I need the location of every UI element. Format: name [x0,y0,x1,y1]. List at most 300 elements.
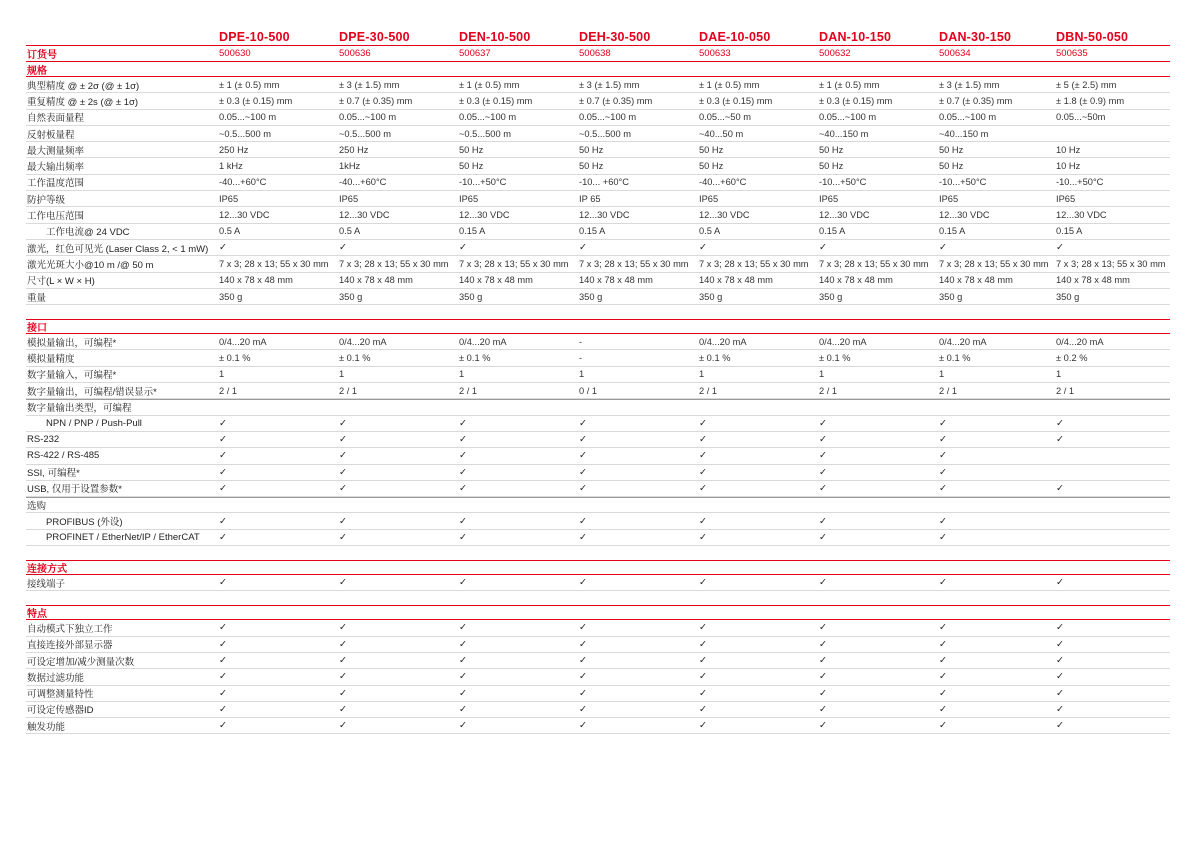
table-row [26,637,1170,653]
spec-cell: 50 Hz [579,161,604,172]
check-mark: ✓ [579,671,587,683]
check-mark: ✓ [579,655,587,667]
check-mark: ✓ [939,531,947,543]
table-row [26,207,1170,223]
check-mark: ✓ [579,482,587,494]
check-mark: ✓ [579,466,587,478]
check-mark: ✓ [579,515,587,527]
spec-cell: 350 g [459,291,483,302]
product-column-header: DPE-10-500 [219,29,290,44]
check-mark: ✓ [339,577,347,589]
spec-cell: -40...+60°C [219,177,267,188]
check-mark: ✓ [459,577,467,589]
spec-cell: ~40...150 m [939,128,989,139]
check-mark: ✓ [459,450,467,462]
check-mark: ✓ [699,450,707,462]
spec-row-label: 可设定增加/减少测量次数 [27,656,135,668]
check-mark: ✓ [699,720,707,732]
check-mark: ✓ [939,450,947,462]
check-mark: ✓ [459,638,467,650]
spec-cell: 0.05...~100 m [939,112,997,123]
spec-cell: ± 1 (± 0.5) mm [459,79,520,90]
spec-cell: ± 0.1 % [219,353,251,364]
spec-cell: ± 0.1 % [939,353,971,364]
order-number: 500634 [939,48,971,59]
check-mark: ✓ [1056,577,1064,589]
table-row [26,158,1170,174]
spec-cell: 7 x 3; 28 x 13; 55 x 30 mm [339,258,449,269]
spec-row-label: 工作温度范围 [27,178,85,190]
spec-row-label: 数据过滤功能 [27,672,85,684]
product-column-header: DEN-10-500 [459,29,531,44]
table-row [26,653,1170,669]
check-mark: ✓ [939,417,947,429]
check-mark: ✓ [939,466,947,478]
table-row [26,77,1170,93]
table-row [26,289,1170,305]
spec-cell: 2 / 1 [339,385,358,396]
check-mark: ✓ [939,577,947,589]
check-mark: ✓ [939,638,947,650]
check-mark: ✓ [939,720,947,732]
check-mark: ✓ [819,703,827,715]
check-mark: ✓ [1056,482,1064,494]
check-mark: ✓ [219,434,227,446]
table-row [26,191,1170,207]
spec-cell: ± 0.7 (± 0.35) mm [939,95,1013,106]
check-mark: ✓ [1056,622,1064,634]
check-mark: ✓ [339,466,347,478]
spec-cell: 0/4...20 mA [219,336,267,347]
spec-cell: 0.05...~100 m [819,112,877,123]
check-mark: ✓ [939,703,947,715]
spec-cell: 0.05...~50m [1056,112,1106,123]
spec-cell: ~0.5...500 m [459,128,511,139]
spec-row-label: 激光光斑大小@10 m /@ 50 m [27,259,154,271]
spec-row-label: PROFIBUS (外设) [46,517,123,529]
table-row [26,383,1170,399]
order-number-row [26,46,1170,62]
spec-cell: 12...30 VDC [219,210,270,221]
spec-cell: 140 x 78 x 48 mm [1056,275,1130,286]
check-mark: ✓ [939,482,947,494]
table-row [26,126,1170,142]
check-mark: ✓ [459,466,467,478]
spec-cell: 12...30 VDC [939,210,990,221]
check-mark: ✓ [699,434,707,446]
check-mark: ✓ [579,703,587,715]
spec-cell: 0.15 A [939,226,966,237]
spec-cell: 1 [339,369,345,380]
check-mark: ✓ [699,482,707,494]
check-mark: ✓ [579,417,587,429]
table-row [26,110,1170,126]
table-row [26,142,1170,158]
order-number: 500637 [459,48,491,59]
check-mark: ✓ [819,577,827,589]
spec-cell: 2 / 1 [219,385,238,396]
spec-cell: ± 0.3 (± 0.15) mm [459,95,533,106]
spec-table [26,28,1170,734]
table-row [26,93,1170,109]
check-mark: ✓ [219,655,227,667]
check-mark: ✓ [1056,655,1064,667]
check-mark: ✓ [699,703,707,715]
spec-cell: 0/4...20 mA [1056,336,1104,347]
check-mark: ✓ [1056,703,1064,715]
table-row [26,448,1170,464]
spec-row-label: 自动模式下独立工作 [27,623,113,635]
spec-cell: 350 g [339,291,363,302]
spec-cell: 2 / 1 [1056,385,1075,396]
check-mark: ✓ [339,482,347,494]
spec-cell: IP65 [699,193,719,204]
check-mark: ✓ [459,671,467,683]
spec-row-label: 数字量输入，可编程* [27,370,117,382]
check-mark: ✓ [1056,638,1064,650]
spec-cell: 350 g [699,291,723,302]
check-mark: ✓ [699,671,707,683]
spec-cell: ± 0.1 % [459,353,491,364]
check-mark: ✓ [819,655,827,667]
check-mark: ✓ [339,655,347,667]
spec-cell: 50 Hz [819,144,844,155]
check-mark: ✓ [219,515,227,527]
spec-cell: 7 x 3; 28 x 13; 55 x 30 mm [1056,258,1166,269]
spec-cell: 0/4...20 mA [459,336,507,347]
spec-cell: 0.5 A [339,226,361,237]
table-row [26,224,1170,240]
spec-row-label: 最大测量频率 [27,145,85,157]
spec-cell: 140 x 78 x 48 mm [579,275,653,286]
spec-cell: 350 g [1056,291,1080,302]
check-mark: ✓ [819,466,827,478]
spec-cell: 7 x 3; 28 x 13; 55 x 30 mm [579,258,689,269]
check-mark: ✓ [699,655,707,667]
check-mark: ✓ [219,622,227,634]
spec-cell: 50 Hz [459,144,484,155]
spec-row-label: 直接连接外部显示器 [27,640,113,652]
spec-cell: 250 Hz [219,144,249,155]
spec-row-label: SSI, 可编程* [27,468,80,480]
check-mark: ✓ [219,638,227,650]
check-mark: ✓ [939,671,947,683]
table-row [26,350,1170,366]
order-number: 500633 [699,48,731,59]
spec-cell: ± 1 (± 0.5) mm [699,79,760,90]
check-mark: ✓ [699,622,707,634]
table-row [26,240,1170,256]
section-title: 规格 [26,62,1170,77]
spec-cell: ± 3 (± 1.5) mm [939,79,1000,90]
spec-cell: 350 g [579,291,603,302]
section-title: 特点 [26,605,1170,620]
spec-cell: 0.05...~50 m [699,112,751,123]
order-number: 500630 [219,48,251,59]
product-header-row [26,28,1170,46]
check-mark: ✓ [339,638,347,650]
spec-cell: 12...30 VDC [579,210,630,221]
spec-cell: 7 x 3; 28 x 13; 55 x 30 mm [939,258,1049,269]
check-mark: ✓ [819,242,827,254]
product-column-header: DAN-10-150 [819,29,892,44]
spec-row-label: 自然表面量程 [27,113,85,125]
check-mark: ✓ [699,687,707,699]
spec-cell: 0/4...20 mA [819,336,867,347]
spec-cell: 250 Hz [339,144,369,155]
spec-cell: 0.05...~100 m [219,112,277,123]
spec-cell: IP65 [459,193,479,204]
spec-cell: 10 Hz [1056,161,1081,172]
check-mark: ✓ [939,687,947,699]
product-column-header: DAE-10-050 [699,29,771,44]
spec-cell: 50 Hz [939,144,964,155]
spec-cell: 1 [579,369,585,380]
check-mark: ✓ [219,720,227,732]
check-mark: ✓ [339,703,347,715]
table-row [26,686,1170,702]
check-mark: ✓ [819,450,827,462]
check-mark: ✓ [579,531,587,543]
spec-cell: 1 [939,369,945,380]
spec-row-label: 触发功能 [27,721,66,733]
table-row [26,256,1170,272]
check-mark: ✓ [459,515,467,527]
check-mark: ✓ [459,655,467,667]
spec-cell: 50 Hz [699,144,724,155]
spec-cell: 140 x 78 x 48 mm [219,275,293,286]
spec-cell: 140 x 78 x 48 mm [699,275,773,286]
spec-cell: ± 1 (± 0.5) mm [819,79,880,90]
check-mark: ✓ [699,417,707,429]
check-mark: ✓ [459,720,467,732]
spec-cell: 50 Hz [819,161,844,172]
check-mark: ✓ [819,434,827,446]
check-mark: ✓ [1056,720,1064,732]
table-row [26,513,1170,529]
table-row [26,481,1170,497]
table-row [26,175,1170,191]
spec-cell: 7 x 3; 28 x 13; 55 x 30 mm [219,258,329,269]
check-mark: ✓ [699,531,707,543]
check-mark: ✓ [459,434,467,446]
spec-cell: 0.5 A [219,226,241,237]
spec-cell: -10...+50°C [1056,177,1104,188]
spec-cell: - [579,353,583,364]
check-mark: ✓ [579,622,587,634]
spec-cell: 7 x 3; 28 x 13; 55 x 30 mm [459,258,569,269]
check-mark: ✓ [1056,417,1064,429]
spec-cell: ± 0.2 % [1056,353,1088,364]
spec-cell: 0.05...~100 m [339,112,397,123]
spec-cell: 50 Hz [579,144,604,155]
spec-cell: 0/4...20 mA [699,336,747,347]
spec-cell: ± 0.1 % [819,353,851,364]
spec-row-label: 模拟量精度 [27,354,75,366]
spec-row-label: 反射板量程 [27,129,75,141]
spec-row-label: 最大输出频率 [27,162,85,174]
spec-cell: 1 [1056,369,1062,380]
check-mark: ✓ [339,671,347,683]
spec-cell: 140 x 78 x 48 mm [819,275,893,286]
check-mark: ✓ [459,417,467,429]
table-row [26,367,1170,383]
check-mark: ✓ [339,242,347,254]
spec-cell: ± 0.3 (± 0.15) mm [699,95,773,106]
check-mark: ✓ [939,515,947,527]
spec-cell: ± 0.1 % [699,353,731,364]
order-number: 500635 [1056,48,1088,59]
check-mark: ✓ [579,450,587,462]
spec-row-label: RS-422 / RS-485 [27,450,100,462]
spec-cell: 350 g [819,291,843,302]
check-mark: ✓ [219,671,227,683]
spec-row-label: 尺寸(L × W × H) [27,276,95,288]
spec-cell: -10...+50°C [459,177,507,188]
spec-cell: 50 Hz [459,161,484,172]
check-mark: ✓ [459,622,467,634]
table-row [26,620,1170,636]
check-mark: ✓ [219,482,227,494]
check-mark: ✓ [939,655,947,667]
spec-cell: 0.05...~100 m [459,112,517,123]
spec-row-label: 工作电压范围 [27,211,85,223]
check-mark: ✓ [699,242,707,254]
check-mark: ✓ [579,687,587,699]
spec-cell: IP65 [339,193,359,204]
spec-row-label: RS-232 [27,434,60,446]
spec-cell: 12...30 VDC [1056,210,1107,221]
check-mark: ✓ [459,242,467,254]
check-mark: ✓ [219,531,227,543]
spec-cell: 1 [699,369,705,380]
spec-cell: -10...+50°C [939,177,987,188]
table-row [26,575,1170,591]
table-row [26,497,1170,513]
spec-row-label: 模拟量输出，可编程* [27,337,117,349]
spec-cell: 0.15 A [579,226,606,237]
spec-cell: ~0.5...500 m [339,128,391,139]
check-mark: ✓ [819,671,827,683]
order-row-label: 订货号 [27,50,57,61]
spec-cell: 12...30 VDC [699,210,750,221]
spec-cell: 350 g [939,291,963,302]
check-mark: ✓ [939,622,947,634]
check-mark: ✓ [339,531,347,543]
check-mark: ✓ [339,417,347,429]
check-mark: ✓ [579,434,587,446]
spec-cell: 1kHz [339,161,361,172]
check-mark: ✓ [219,450,227,462]
table-row [26,530,1170,546]
section-title: 连接方式 [26,560,1170,575]
check-mark: ✓ [939,242,947,254]
spec-row-label: 可调整测量特性 [27,689,94,701]
check-mark: ✓ [219,577,227,589]
check-mark: ✓ [339,515,347,527]
check-mark: ✓ [819,638,827,650]
spec-cell: 12...30 VDC [819,210,870,221]
check-mark: ✓ [699,577,707,589]
product-column-header: DPE-30-500 [339,29,410,44]
spec-row-label: USB, 仅用于设置参数* [27,484,123,496]
check-mark: ✓ [699,515,707,527]
spec-row-label: 选购 [27,501,47,513]
spec-cell: 10 Hz [1056,144,1081,155]
check-mark: ✓ [459,531,467,543]
spec-cell: ~0.5...500 m [579,128,631,139]
spec-cell: 140 x 78 x 48 mm [459,275,533,286]
spec-cell: 7 x 3; 28 x 13; 55 x 30 mm [699,258,809,269]
spec-cell: 2 / 1 [459,385,478,396]
spec-cell: 50 Hz [699,161,724,172]
check-mark: ✓ [1056,671,1064,683]
check-mark: ✓ [339,450,347,462]
spec-cell: -10... +60°C [579,177,629,188]
spec-cell: - [579,336,583,347]
spec-row-label: 防护等级 [27,194,66,206]
spec-cell: 12...30 VDC [459,210,510,221]
check-mark: ✓ [219,417,227,429]
check-mark: ✓ [459,687,467,699]
check-mark: ✓ [459,703,467,715]
spec-row-label: 典型精度 @ ± 2σ (@ ± 1σ) [27,80,140,92]
check-mark: ✓ [819,687,827,699]
spec-row-label: 激光，红色可见光 (Laser Class 2, < 1 mW) [27,243,209,255]
table-row [26,416,1170,432]
table-row [26,669,1170,685]
spec-cell: ± 1.8 (± 0.9) mm [1056,95,1125,106]
spec-cell: 0.05...~100 m [579,112,637,123]
spec-row-label: 数字量输出类型，可编程 [27,403,132,415]
spec-row-label: 重复精度 @ ± 2s (@ ± 1σ) [27,96,139,108]
check-mark: ✓ [579,638,587,650]
spec-cell: 0.15 A [1056,226,1083,237]
table-row [26,702,1170,718]
spec-cell: ± 0.7 (± 0.35) mm [579,95,653,106]
check-mark: ✓ [219,703,227,715]
spec-cell: ± 0.3 (± 0.15) mm [819,95,893,106]
spec-cell: 0.15 A [459,226,486,237]
check-mark: ✓ [939,434,947,446]
spec-cell: 2 / 1 [699,385,718,396]
spec-cell: 7 x 3; 28 x 13; 55 x 30 mm [819,258,929,269]
spec-cell: ~40...50 m [699,128,744,139]
spec-row-label: 数字量输出，可编程/错误显示* [27,386,157,398]
spec-cell: ~40...150 m [819,128,869,139]
check-mark: ✓ [579,242,587,254]
product-column-header: DEH-30-500 [579,29,651,44]
check-mark: ✓ [819,622,827,634]
spec-cell: 1 [459,369,465,380]
spec-cell: 0 / 1 [579,385,598,396]
section-title: 接口 [26,319,1170,334]
check-mark: ✓ [1056,434,1064,446]
table-row [26,718,1170,734]
spec-cell: IP65 [219,193,239,204]
spec-cell: 140 x 78 x 48 mm [339,275,413,286]
product-column-header: DBN-50-050 [1056,29,1129,44]
check-mark: ✓ [819,515,827,527]
order-number: 500632 [819,48,851,59]
check-mark: ✓ [339,720,347,732]
spec-cell: 0/4...20 mA [339,336,387,347]
check-mark: ✓ [219,466,227,478]
check-mark: ✓ [459,482,467,494]
spec-cell: 0.15 A [819,226,846,237]
spec-cell: 1 [819,369,825,380]
check-mark: ✓ [1056,242,1064,254]
